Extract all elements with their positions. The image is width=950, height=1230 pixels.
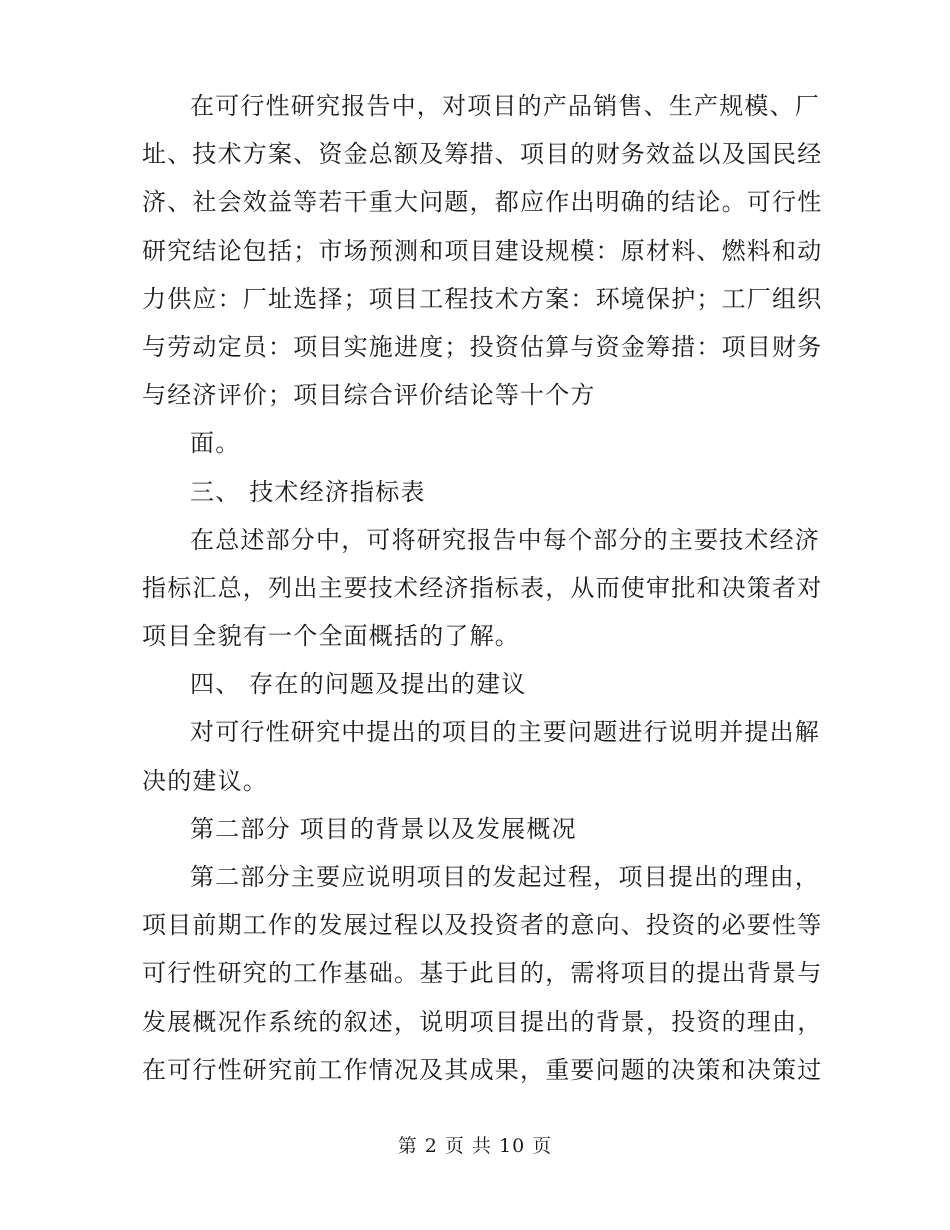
section-heading: 四、 存在的问题及提出的建议 (190, 670, 527, 699)
text-line: 在总述部分中，可将研究报告中每个部分的主要技术经济 (190, 525, 820, 554)
text-line: 决的建议。 (142, 766, 268, 795)
text-line: 指标汇总，列出主要技术经济指标表，从而使审批和决策者对 (142, 573, 823, 602)
text-line: 在可行性研究报告中，对项目的产品销售、生产规模、厂 (190, 92, 820, 120)
text-line: 面。 (190, 429, 241, 458)
text-line: 与经济评价；项目综合评价结论等十个方 (142, 381, 596, 410)
text-line: 发展概况作系统的叙述，说明项目提出的背景，投资的理由， (142, 1007, 823, 1036)
page-number-footer: 第 2 页 共 10 页 (397, 1135, 553, 1157)
text-line: 在可行性研究前工作情况及其成果，重要问题的决策和决策过 (142, 1055, 823, 1084)
text-line: 力供应：厂址选择；项目工程技术方案：环境保护；工厂组织 (142, 284, 823, 313)
text-line: 可行性研究的工作基础。基于此目的，需将项目的提出背景与 (142, 959, 823, 988)
text-line: 研究结论包括；市场预测和项目建设规模：原材料、燃料和动 (142, 236, 823, 265)
text-line: 与劳动定员：项目实施进度；投资估算与资金筹措：项目财务 (142, 332, 823, 361)
body-text (142, 82, 823, 1094)
text-line: 址、技术方案、资金总额及筹措、项目的财务效益以及国民经 (142, 140, 823, 169)
text-line: 项目前期工作的发展过程以及投资者的意向、投资的必要性等 (142, 911, 823, 940)
text-line: 第二部分主要应说明项目的发起过程，项目提出的理由， (190, 863, 820, 891)
text-line: 项目全貌有一个全面概括的了解。 (142, 622, 520, 651)
section-heading: 三、 技术经济指标表 (190, 477, 426, 506)
text-line: 济、社会效益等若干重大问题，都应作出明确的结论。可行性 (142, 188, 823, 217)
section-heading: 第二部分 项目的背景以及发展概况 (190, 814, 577, 843)
text-line: 对可行性研究中提出的项目的主要问题进行说明并提出解 (190, 718, 820, 747)
